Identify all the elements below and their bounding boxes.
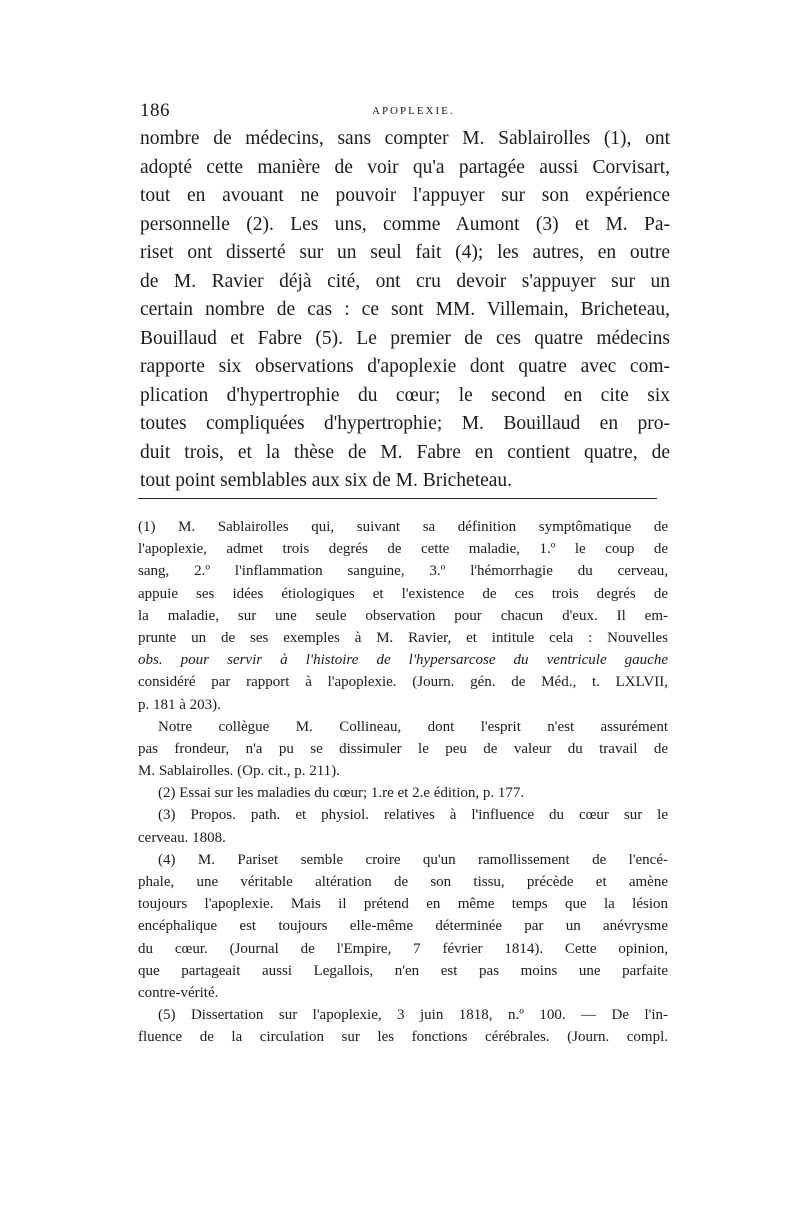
main-text-line: duit trois, et la thèse de M. Fabre en contient quatre, de — [140, 441, 670, 463]
main-text-line: riset ont disserté sur un seul fait (4); les autres, en outre — [140, 242, 670, 263]
footnote-line: sang, 2.º l'inflammation sanguine, 3.º l'hémorrhagie du cerveau, — [138, 563, 668, 580]
page-header — [140, 100, 670, 128]
footnote-line: encéphalique est toujours elle-même déterminée par un anévrysme — [138, 918, 668, 935]
footnote-line: du cœur. (Journal de l'Empire, 7 février 1814). Cette opinion, — [138, 940, 668, 957]
footnotes-block — [138, 516, 668, 1049]
footnote-line: prunte un de ses exemples à M. Ravier, et intitule cela : Nouvelles — [138, 629, 668, 646]
footnote-5 — [138, 1004, 668, 1048]
footnote-1 — [138, 516, 668, 716]
footnote-line: fluence de la circulation sur les fonctions cérébrales. (Journ. compl. — [138, 1029, 668, 1046]
main-text-line: toutes compliquées d'hypertrophie; M. Bouillaud en pro- — [140, 413, 670, 434]
footnote-line: cerveau. 1808. — [138, 829, 226, 846]
footnote-line: phale, une véritable altération de son tissu, précède et amène — [138, 874, 668, 890]
main-text-line: de M. Ravier déjà cité, ont cru devoir s'appuyer sur un — [140, 270, 670, 292]
footnote-line: (5) Dissertation sur l'apoplexie, 3 juin 1818, n.º 100. — De l'in- — [158, 1007, 668, 1024]
footnote-line: appuie ses idées étiologiques et l'existence de ces trois degrés de — [138, 585, 668, 602]
footnote-line: (2) Essai sur les maladies du cœur; 1.re et 2.e édition, p. 177. — [158, 785, 525, 802]
footnote-2 — [138, 782, 668, 804]
main-text-line: Bouillaud et Fabre (5). Le premier de ces quatre médecins — [140, 327, 670, 349]
footnote-line: (1) M. Sablairolles qui, suivant sa définition symptômatique de — [138, 519, 668, 535]
footnote-line: Notre collègue M. Collineau, dont l'esprit n'est assurément — [158, 718, 668, 735]
main-text-line: nombre de médecins, sans compter M. Sablairolles (1), ont — [140, 128, 670, 149]
footnote-line: considéré par rapport à l'apoplexie. (Journ. gén. de Méd., t. LXLVII, — [138, 674, 668, 691]
footnote-line: contre-vérité. — [138, 984, 219, 1001]
footnote-line: l'apoplexie, admet trois degrés de cette maladie, 1.º le coup de — [138, 541, 668, 558]
footnote-line: que partageait aussi Legallois, n'en est pas moins une parfaite — [138, 962, 668, 979]
footnote-line: M. Sablairolles. (Op. cit., p. 211). — [138, 763, 340, 780]
main-text-line: adopté cette manière de voir qu'a partagée aussi Corvisart, — [140, 156, 670, 178]
footnote-3 — [138, 804, 668, 848]
footnote-line: (3) Propos. path. et physiol. relatives à l'influence du cœur sur le — [158, 807, 668, 824]
running-head: APOPLEXIE. — [372, 105, 455, 117]
footnote-4 — [138, 849, 668, 1004]
main-text-line: rapporte six observations d'apoplexie dont quatre avec com- — [140, 356, 670, 377]
footnote-line: pas frondeur, n'a pu se dissimuler le peu de valeur du travail de — [138, 740, 668, 757]
footnote-1-continuation — [138, 716, 668, 783]
page-number: 186 — [140, 100, 170, 121]
footnote-line: p. 181 à 203). — [138, 696, 221, 713]
footnote-separator-rule — [138, 498, 657, 499]
main-text-block — [140, 125, 670, 496]
main-text-line: tout en avouant ne pouvoir l'appuyer sur son expérience — [140, 185, 670, 206]
main-text-line: plication d'hypertrophie du cœur; le second en cite six — [140, 384, 670, 406]
footnote-line: la maladie, sur une seule observation pour chacun d'eux. Il em- — [138, 607, 668, 624]
main-text-line: personnelle (2). Les uns, comme Aumont (3) et M. Pa- — [140, 213, 670, 235]
footnote-line: toujours l'apoplexie. Mais il prétend en même temps que la lésion — [138, 896, 668, 913]
footnote-line: (4) M. Pariset semble croire qu'un ramollissement de l'encé- — [158, 851, 668, 868]
main-text-line: certain nombre de cas : ce sont MM. Villemain, Bricheteau, — [140, 299, 670, 320]
footnote-line: obs. pour servir à l'histoire de l'hypersarcose du ventricule gauche — [138, 652, 668, 669]
main-text-line: tout point semblables aux six de M. Bricheteau. — [140, 470, 513, 491]
